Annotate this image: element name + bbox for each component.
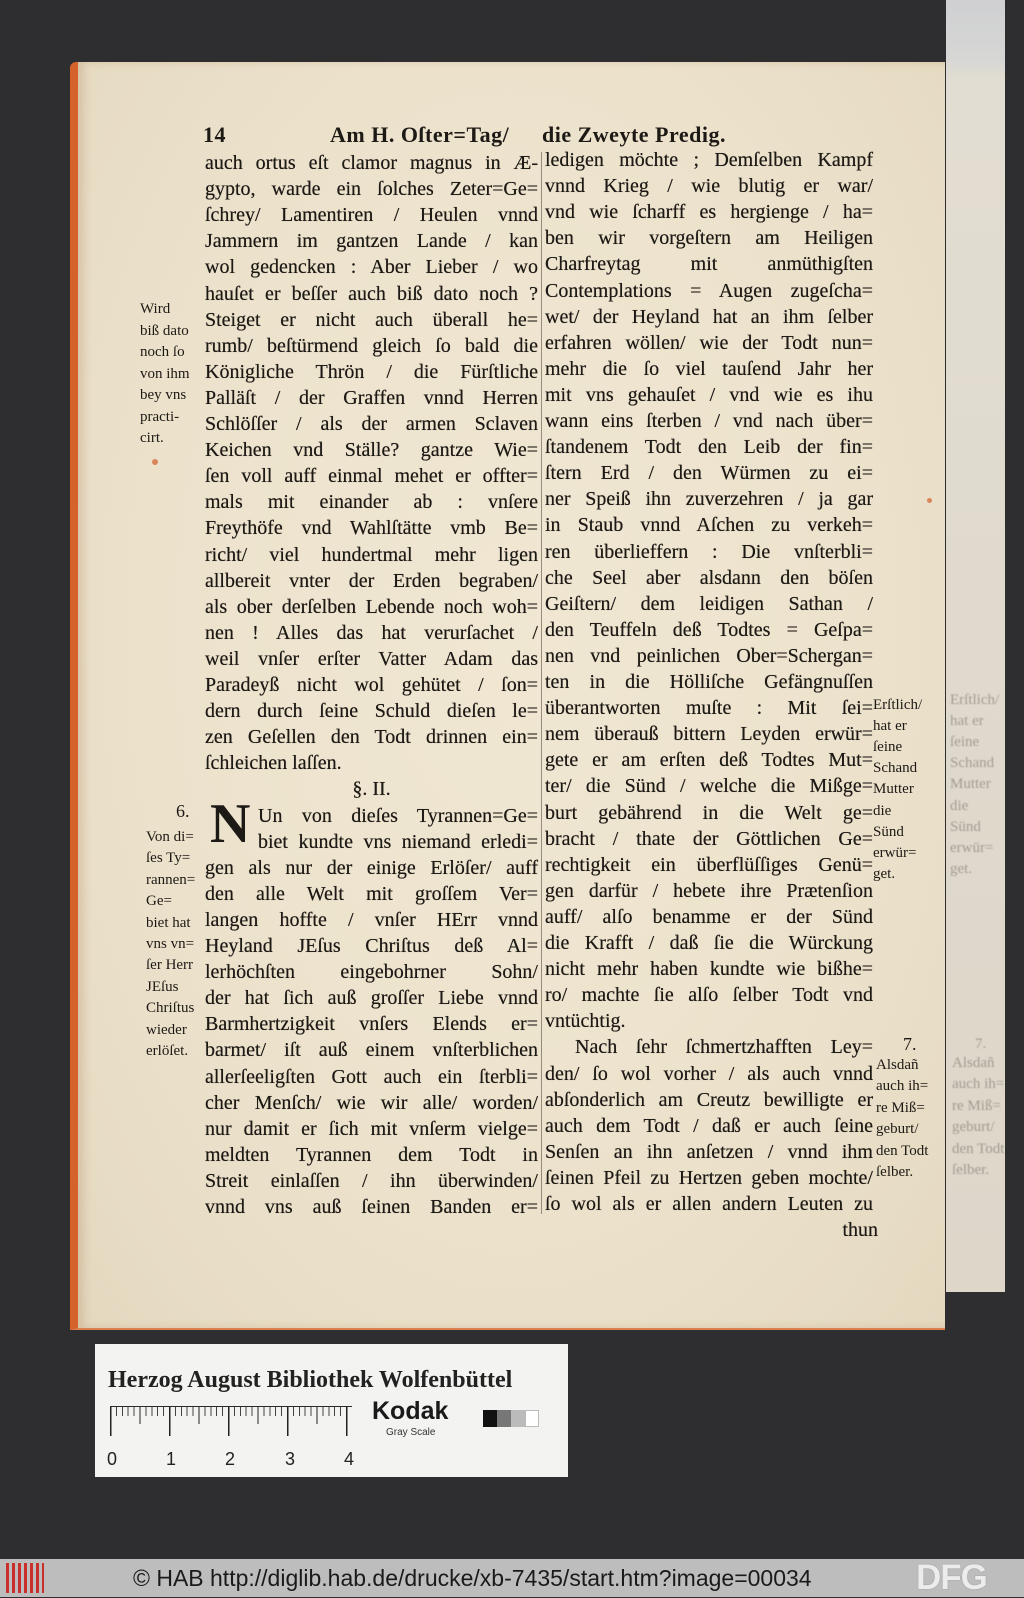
text-line: Jammern im gantzen Lande / kan <box>205 230 538 253</box>
text-line: den/ ſo wol vorher / als auch vnnd <box>545 1062 873 1085</box>
margin-note-line: die <box>950 797 969 814</box>
text-line: Un von dieſes Tyrannen=Ge= <box>258 804 538 827</box>
text-line: auch dem Todt / daß er auch ſeine <box>545 1114 873 1137</box>
text-line: Steiget er nicht auch überall he= <box>205 308 538 331</box>
margin-note-line: JEſus <box>146 978 179 995</box>
margin-note-line: cirt. <box>140 430 164 446</box>
margin-note-line: biet hat <box>146 914 191 931</box>
margin-note-line: hat er <box>950 713 984 730</box>
text-line: ſchleichen laſſen. <box>205 752 342 775</box>
text-line: Barmhertzigkeit vnſers Elends er= <box>205 1013 538 1036</box>
facing-page-edge <box>946 0 1005 1292</box>
text-line: richt/ viel hundertmal mehr ligen <box>205 543 538 566</box>
ruler <box>110 1406 352 1440</box>
left-margin-note <box>140 299 206 459</box>
text-line: ten in die Hölliſche Gefängnuſſen <box>545 671 873 693</box>
margin-note-line: wieder <box>146 1021 187 1038</box>
text-line: ben wir vorgeſtern am Heiligen <box>545 227 873 250</box>
right-margin-note <box>873 695 941 895</box>
section-number: 6. <box>176 801 190 821</box>
ruler-label: 0 <box>107 1449 118 1469</box>
text-line: gen als nur der einige Erlöſer/ auff <box>205 856 538 879</box>
text-line: Keichen vnd Ställe? gantze Wie= <box>205 439 538 462</box>
text-line: nicht mehr haben kundte wie bißhe= <box>545 958 873 981</box>
ink-spot <box>927 498 932 503</box>
running-title-right: die Zweyte Predig. <box>542 122 726 147</box>
section-heading: §. II. <box>352 778 391 801</box>
ruler-label: 2 <box>225 1449 236 1469</box>
section-number: 7. <box>903 1034 917 1054</box>
text-line: mehr die ſo viel tauſend Jahr her <box>545 357 873 380</box>
text-line: rumb/ beſtürmend gleich ſo bald die <box>205 334 538 357</box>
margin-note-line: get. <box>950 860 973 877</box>
facing-note-number: 7. <box>975 1036 987 1052</box>
ruler-label: 4 <box>344 1449 355 1469</box>
page-number: 14 <box>203 122 226 147</box>
margin-note-line: ſeine <box>950 734 980 751</box>
margin-note-line: Ge= <box>146 893 172 910</box>
margin-note-line: bey vns <box>140 387 187 403</box>
margin-note-line: ſelber. <box>876 1164 914 1180</box>
margin-note-line: den Todt <box>952 1140 1005 1157</box>
text-line: vnd wie ſcharff es hergienge / ha= <box>545 201 873 224</box>
text-line: die Krafft / daß ſie die Würckung <box>545 932 873 954</box>
text-line: ſo wol als er allen andern Leuten zu <box>545 1193 873 1215</box>
right-margin-note <box>876 1055 942 1195</box>
margin-note-line: Schand <box>950 755 995 772</box>
text-line: gypto, warde ein ſolches Zeter=Ge= <box>205 178 538 201</box>
text-line: Palläſt / der Graffen vnnd Herren <box>205 386 538 409</box>
text-line: ner Speiß ihn zuverzehren / ja gar <box>545 488 873 511</box>
text-line: Königliche Thrön / die Fürſtliche <box>205 360 538 383</box>
text-line: wol gedencken : Aber Lieber / wo <box>205 256 538 279</box>
margin-note-line: noch ſo <box>140 344 185 360</box>
margin-note-line: Von di= <box>146 829 194 845</box>
margin-note-line: vns vn= <box>146 936 195 952</box>
right-column <box>545 147 878 1247</box>
margin-note-line: erlöſet. <box>146 1043 189 1059</box>
margin-note-line: von ihm <box>140 365 190 382</box>
text-line: rechtigkeit ein überflüſſiges Genü= <box>545 853 873 876</box>
text-line: abſonderlich am Creutz bewilligte er <box>545 1088 873 1111</box>
text-line: ſtandenem Todt den Leib der fin= <box>545 436 873 459</box>
margin-note-line: re Miß= <box>876 1099 925 1116</box>
ruler-label: 1 <box>166 1449 177 1469</box>
text-line: Contemplations = Augen zugeſcha= <box>545 279 873 302</box>
margin-note-line: den Todt <box>876 1142 929 1159</box>
text-line: che Seel aber alsdann den böſen <box>545 566 873 589</box>
running-title-left: Am H. Oſter=Tag/ <box>330 122 510 147</box>
text-line: der hat ſich auß groſſer Liebe vnnd <box>205 987 538 1010</box>
column-rule <box>541 152 542 1214</box>
text-line: nen ! Alles das hat verurſachet / <box>205 621 538 644</box>
drop-cap: N <box>210 793 251 855</box>
gray-swatch <box>497 1410 511 1427</box>
text-line: Geiſtern/ dem leidigen Sathan / <box>545 592 873 615</box>
text-line: vnnd vns auß ſeinen Banden er= <box>205 1196 538 1218</box>
text-line: auch ortus eſt clamor magnus in Æ- <box>205 152 538 174</box>
text-line: ſen voll auff einmal mehet er offter= <box>205 465 538 488</box>
text-line: barmet/ iſt auß einem vnſterblichen <box>205 1039 538 1062</box>
catchword: thun <box>842 1219 878 1242</box>
margin-note-line: Mutter <box>950 776 991 793</box>
margin-note-line: Erſtlich/ <box>950 692 1000 708</box>
gray-scale-label: Gray Scale <box>386 1427 436 1438</box>
text-line: ren überlieffern : Die vnſterbli= <box>545 540 873 563</box>
margin-note-line: ſer Herr <box>146 957 194 974</box>
margin-note-line: re Miß= <box>952 1097 1001 1114</box>
margin-note-line: geburt/ <box>952 1119 995 1136</box>
text-line: zen Geſellen den Todt drinnen ein= <box>205 726 538 749</box>
text-line: Paradeyß nicht wol gehütet / ſon= <box>205 674 538 696</box>
margin-note-line: auch ih= <box>952 1076 1005 1093</box>
text-line: den alle Welt mit groſſem Ver= <box>205 882 538 905</box>
margin-note-line: ſelber. <box>952 1162 990 1178</box>
text-line: Heyland JEſus Chriſtus deß Al= <box>205 935 538 957</box>
text-line: Freythöfe vnd Wahlſtätte vmb Be= <box>205 517 538 540</box>
text-line: allbereit vnter der Erden begraben/ <box>205 569 538 592</box>
text-line: burt gebährend in die Welt ge= <box>545 801 873 824</box>
text-line: nem überauß bittern Leyden erwür= <box>545 723 873 746</box>
text-line: cher Menſch/ wie wir alle/ worden/ <box>205 1091 538 1114</box>
text-line: dern durch ſeine Schuld dieſen le= <box>205 700 538 723</box>
text-line: ledigen möchte ; Demſelben Kampf <box>545 149 873 171</box>
margin-note-line: biß dato <box>140 322 189 339</box>
text-line: gen darfür / hebete ihre Prætenſion <box>545 879 873 902</box>
margin-note-line: geburt/ <box>876 1121 919 1138</box>
text-line: Nach ſehr ſchmertzhafften Ley= <box>575 1036 873 1059</box>
margin-note-line: get. <box>873 865 896 882</box>
text-line: meldten Tyrannen dem Todt in <box>205 1143 538 1166</box>
margin-note-line: Alsdañ <box>876 1057 919 1073</box>
text-line: Schlöſſer / als der armen Sclaven <box>205 413 538 435</box>
text-line: hauſet er beſſer auch biß dato noch ? <box>205 282 538 305</box>
margin-note-line: ſes Ty= <box>146 850 191 867</box>
text-line: weil vnſer erſter Vatter Adam das <box>205 647 538 670</box>
text-line: ſtern Erd / den Würmen zu ei= <box>545 462 873 485</box>
margin-note-line: erwür= <box>873 844 917 861</box>
margin-note-line: rannen= <box>146 871 196 888</box>
margin-note-line: Mutter <box>873 781 914 798</box>
text-line: gete er am erſten deß Todtes Mut= <box>545 749 873 772</box>
text-line: ro/ machte ſie alſo ſelber Todt vnd <box>545 984 873 1007</box>
facing-margin-note <box>952 1053 1005 1193</box>
text-line: vnnd Krieg / wie blutig er war/ <box>545 175 873 198</box>
ink-spot <box>152 459 158 465</box>
margin-note-line: auch ih= <box>876 1078 929 1095</box>
left-margin-note <box>146 827 212 1067</box>
text-line: in Staub vnnd Aſchen zu verkeh= <box>545 514 873 537</box>
text-line: allerſeeligſten Gott auch ein ſterbli= <box>205 1065 538 1088</box>
text-line: als ober derſelben Lebende noch woh= <box>205 595 538 618</box>
ruler-label: 3 <box>285 1449 296 1469</box>
text-line: wet/ der Heyland hat an ihm ſelber <box>545 305 873 328</box>
copyright-link[interactable]: © HAB http://diglib.hab.de/drucke/xb-7435/start.htm?image=00034 <box>133 1565 812 1591</box>
text-line: nen vnd peinlichen Ober=Schergan= <box>545 644 873 667</box>
text-line: überantworten muſte : Mit ſei= <box>545 697 873 720</box>
text-line: lerhöchſten eingebohrner Sohn/ <box>205 961 538 984</box>
margin-note-line: Sünd <box>950 818 981 835</box>
text-line: mals mit einander ab : vnſere <box>205 491 538 514</box>
gray-swatch <box>525 1410 539 1427</box>
text-line: mit vns gehauſet / vnd wie es ihu <box>545 383 873 406</box>
margin-note-line: Chriſtus <box>146 1000 195 1017</box>
text-line: Streit einlaſſen / ihn überwinden/ <box>205 1169 538 1192</box>
text-line: wann eins ſterben / vnd nach über= <box>545 410 873 432</box>
dfg-logo: DFG <box>916 1558 987 1597</box>
text-line: bracht / thate der Göttlichen Ge= <box>545 827 873 850</box>
text-line: nur damit er ſich mit vnſerm vielge= <box>205 1117 538 1140</box>
margin-note-line: Schand <box>873 760 918 777</box>
margin-note-line: Alsdañ <box>952 1055 995 1071</box>
kodak-logo: Kodak <box>372 1397 449 1425</box>
margin-note-line: erwür= <box>950 839 994 856</box>
text-line: vntüchtig. <box>545 1010 626 1033</box>
library-name: Herzog August Bibliothek Wolfenbüttel <box>108 1367 513 1393</box>
margin-note-line: Wird <box>140 301 171 317</box>
text-line: ter/ die Sünd / welche die Mißge= <box>545 775 873 798</box>
left-column <box>205 150 538 1232</box>
margin-note-line: hat er <box>873 718 907 735</box>
text-line: Senſen an ihn anſetzen / vnnd ihm <box>545 1140 873 1163</box>
facing-margin-note <box>950 690 1005 890</box>
text-line: erfahren wöllen/ wie der Todt nun= <box>545 331 873 354</box>
margin-note-line: practi- <box>140 408 180 425</box>
margin-note-line: Erſtlich/ <box>873 697 923 713</box>
text-line: biet kundte vns niemand erledi= <box>258 830 538 853</box>
gray-swatch <box>483 1410 497 1427</box>
gray-swatch <box>511 1410 525 1427</box>
margin-note-line: Sünd <box>873 823 904 840</box>
hab-barcode-icon <box>6 1563 44 1593</box>
text-line: Charfreytag mit anmüthigſten <box>545 253 873 276</box>
text-line: ſchrey/ Lamentiren / Heulen vnnd <box>205 204 538 227</box>
text-line: langen hoffte / vnſer HErr vnnd <box>205 908 538 931</box>
margin-note-line: die <box>873 802 892 819</box>
margin-note-line: ſeine <box>873 739 903 756</box>
text-line: den Teuffeln deß Todtes = Geſpa= <box>545 618 873 641</box>
text-line: ſeinen Pfeil zu Hertzen geben mochte/ <box>545 1166 873 1189</box>
text-line: auff/ alſo benamme er der Sünd <box>545 905 873 928</box>
